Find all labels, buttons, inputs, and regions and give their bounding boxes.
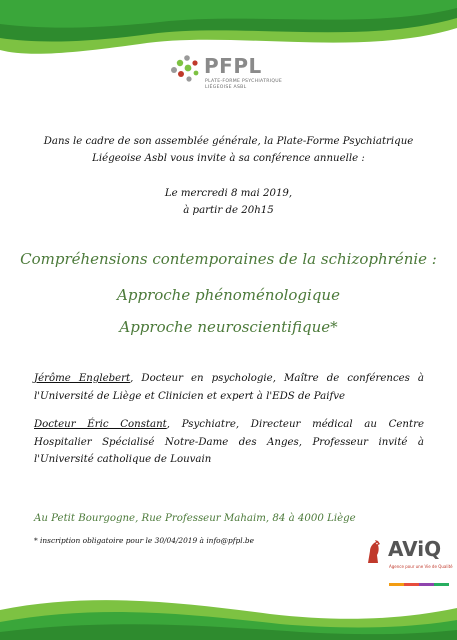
conference-title-line2: Approche phénoménologique <box>117 286 340 304</box>
aviq-name: AViQ <box>388 537 442 561</box>
logo-dots-icon <box>168 52 202 86</box>
logo-subtitle-line2: LIÉGEOISE ASBL <box>205 85 247 90</box>
event-date <box>0 185 457 219</box>
date-line-2: à partir de 20h15 <box>183 205 274 216</box>
venue-address: Au Petit Bourgogne, Rue Professeur Mahaim, 84 à 4000 Liège <box>34 513 356 524</box>
speaker-2-description: , Psychiatre, Directeur médical au Centre Hospitalier Spécialisé Notre-Dame des Anges, Professeur invité à l'Université catholique de Louvain <box>34 419 424 465</box>
logo-subtitle-line1: PLATE-FORME PSYCHIATRIQUE <box>205 79 283 84</box>
intro-line-2: Liégeoise Asbl vous invite à sa conférence annuelle : <box>92 153 365 164</box>
pfpl-logo <box>168 52 298 96</box>
registration-note: * inscription obligatoire pour le 30/04/2019 à info@pfpl.be <box>34 536 255 545</box>
aviq-tagline: Agence pour une Vie de Qualité <box>389 564 453 569</box>
speaker-1-name: Jérôme Englebert <box>34 373 131 384</box>
speaker-1 <box>34 370 424 405</box>
conference-title-line1: Compréhensions contemporaines de la schizophrénie : <box>20 250 437 268</box>
speaker-2 <box>34 416 424 469</box>
conference-title-line3: Approche neuroscientifique* <box>119 318 338 336</box>
date-line-1: Le mercredi 8 mai 2019, <box>164 188 293 199</box>
bottom-wave-decoration <box>0 570 457 640</box>
speaker-1-description: , Docteur en psychologie, Maître de conférences à l'Université de Liège et Clinicien et expert à l'EDS de Paifve <box>34 373 425 402</box>
logo-name: PFPL <box>204 54 262 78</box>
intro-line-1: Dans le cadre de son assemblée générale, la Plate-Forme Psychiatrique <box>43 136 414 147</box>
speaker-2-name: Docteur Éric Constant <box>34 419 167 430</box>
invitation-intro <box>0 133 457 167</box>
wallonia-rooster-icon <box>366 539 382 565</box>
